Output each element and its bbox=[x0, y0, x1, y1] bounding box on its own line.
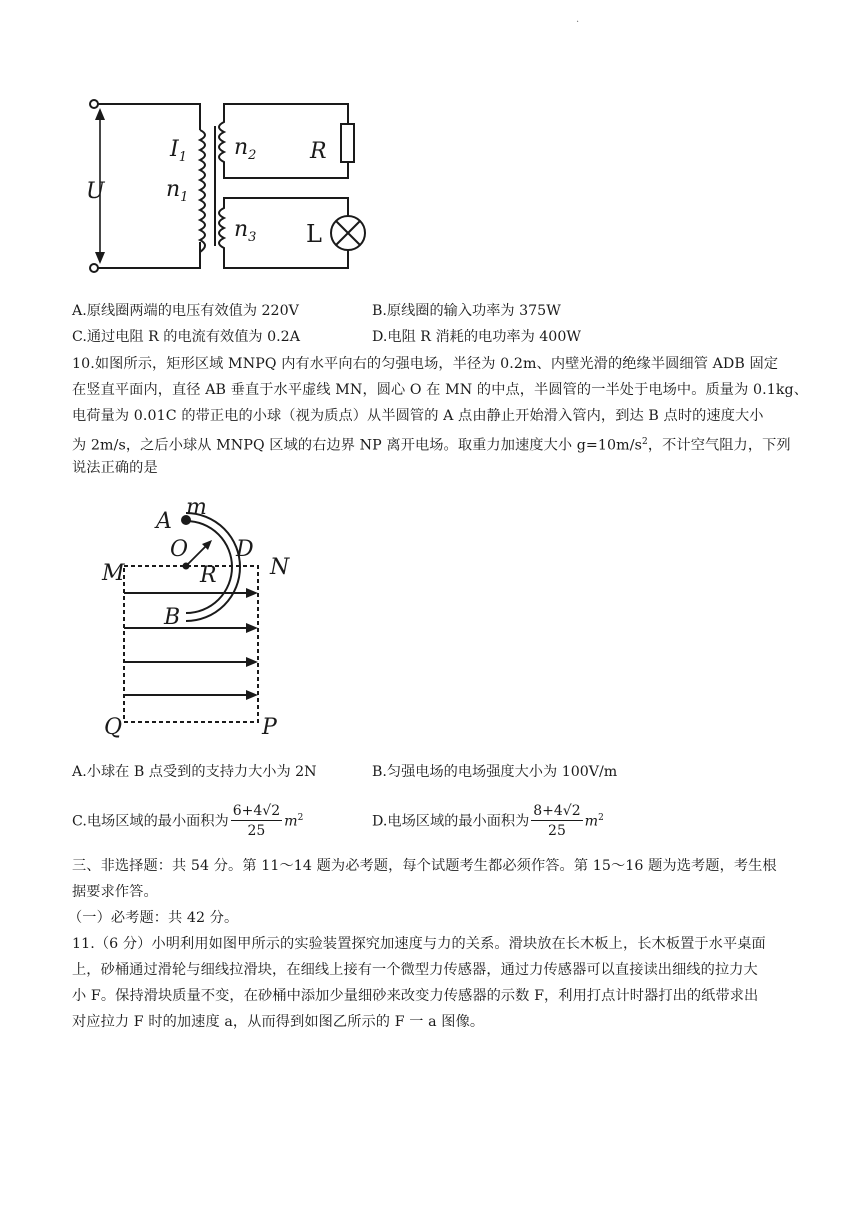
q10-line-3: 电荷量为 0.01C 的带正电的小球（视为质点）从半圆管的 A 点由静止开始滑入管内，到达 B 点时的速度大小 bbox=[72, 408, 764, 424]
label-M: M bbox=[102, 561, 125, 586]
label-D: D bbox=[236, 537, 254, 562]
label-R: R bbox=[200, 563, 217, 588]
label-m: m bbox=[186, 495, 207, 520]
q9-option-d: D.电阻 R 消耗的电功率为 400W bbox=[372, 329, 581, 345]
q10-option-a: A.小球在 B 点受到的支持力大小为 2N bbox=[72, 764, 317, 780]
q11-line-1: 11.（6 分）小明利用如图甲所示的实验装置探究加速度与力的关系。滑块放在长木板上，长木板置于水平桌面 bbox=[72, 936, 766, 952]
q9-option-b: B.原线圈的输入功率为 375W bbox=[372, 303, 561, 319]
section3-line-3: （一）必考题：共 42 分。 bbox=[68, 910, 239, 926]
label-N: N bbox=[270, 555, 290, 580]
q10-line-1: 10.如图所示，矩形区域 MNPQ 内有水平向右的匀强电场，半径为 0.2m、内壁光滑的绝缘半圆细管 ADB 固定 bbox=[72, 356, 779, 372]
transformer-circuit-figure bbox=[70, 92, 380, 282]
electric-field-figure bbox=[90, 490, 310, 750]
q9-option-a: A.原线圈两端的电压有效值为 220V bbox=[72, 303, 299, 319]
label-I1: $I_1$ bbox=[170, 137, 187, 165]
label-L: L bbox=[306, 220, 322, 248]
label-n2: $n_2$ bbox=[234, 135, 257, 163]
section3-line-1: 三、非选择题：共 54 分。第 11～14 题为必考题，每个试题考生都必须作答。第 15～16 题为选考题，考生根 bbox=[72, 858, 777, 874]
header-mark: . bbox=[576, 14, 580, 25]
label-R: R bbox=[310, 139, 327, 164]
q9-option-c: C.通过电阻 R 的电流有效值为 0.2A bbox=[72, 329, 300, 345]
label-n1: $n_1$ bbox=[166, 177, 189, 205]
q10-line-5: 说法正确的是 bbox=[72, 460, 158, 476]
q10-option-c: C.电场区域的最小面积为 $\frac{6+4√2}{25}$ $m^2$ bbox=[72, 803, 304, 840]
label-O: O bbox=[170, 537, 189, 562]
label-B: B bbox=[164, 605, 181, 630]
q11-line-2: 上，砂桶通过滑轮与细线拉滑块，在细线上接有一个微型力传感器，通过力传感器可以直接读出细线的拉力大 bbox=[72, 962, 758, 978]
label-U: U bbox=[86, 179, 105, 204]
section3-line-2: 据要求作答。 bbox=[72, 884, 158, 900]
q10-line-2: 在竖直平面内，直径 AB 垂直于水平虚线 MN，圆心 O 在 MN 的中点，半圆管的一半处于电场中。质量为 0.1kg、 bbox=[72, 382, 809, 398]
q10-option-b: B.匀强电场的电场强度大小为 100V/m bbox=[372, 764, 618, 780]
label-P: P bbox=[262, 715, 277, 740]
label-Q: Q bbox=[104, 715, 123, 740]
q10-option-d: D.电场区域的最小面积为 $\frac{8+4√2}{25}$ $m^2$ bbox=[372, 803, 604, 840]
q11-line-4: 对应拉力 F 时的加速度 a，从而得到如图乙所示的 F 一 a 图像。 bbox=[72, 1014, 485, 1030]
label-A: A bbox=[156, 509, 172, 534]
label-n3: $n_3$ bbox=[234, 217, 257, 245]
q10-line-4: 为 2m/s，之后小球从 MNPQ 区域的右边界 NP 离开电场。取重力加速度大小 $g=10m/s^2$，不计空气阻力，下列 bbox=[72, 437, 791, 454]
q11-line-3: 小 F。保持滑块质量不变，在砂桶中添加少量细砂来改变力传感器的示数 F，利用打点计时器打出的纸带求出 bbox=[72, 988, 759, 1004]
